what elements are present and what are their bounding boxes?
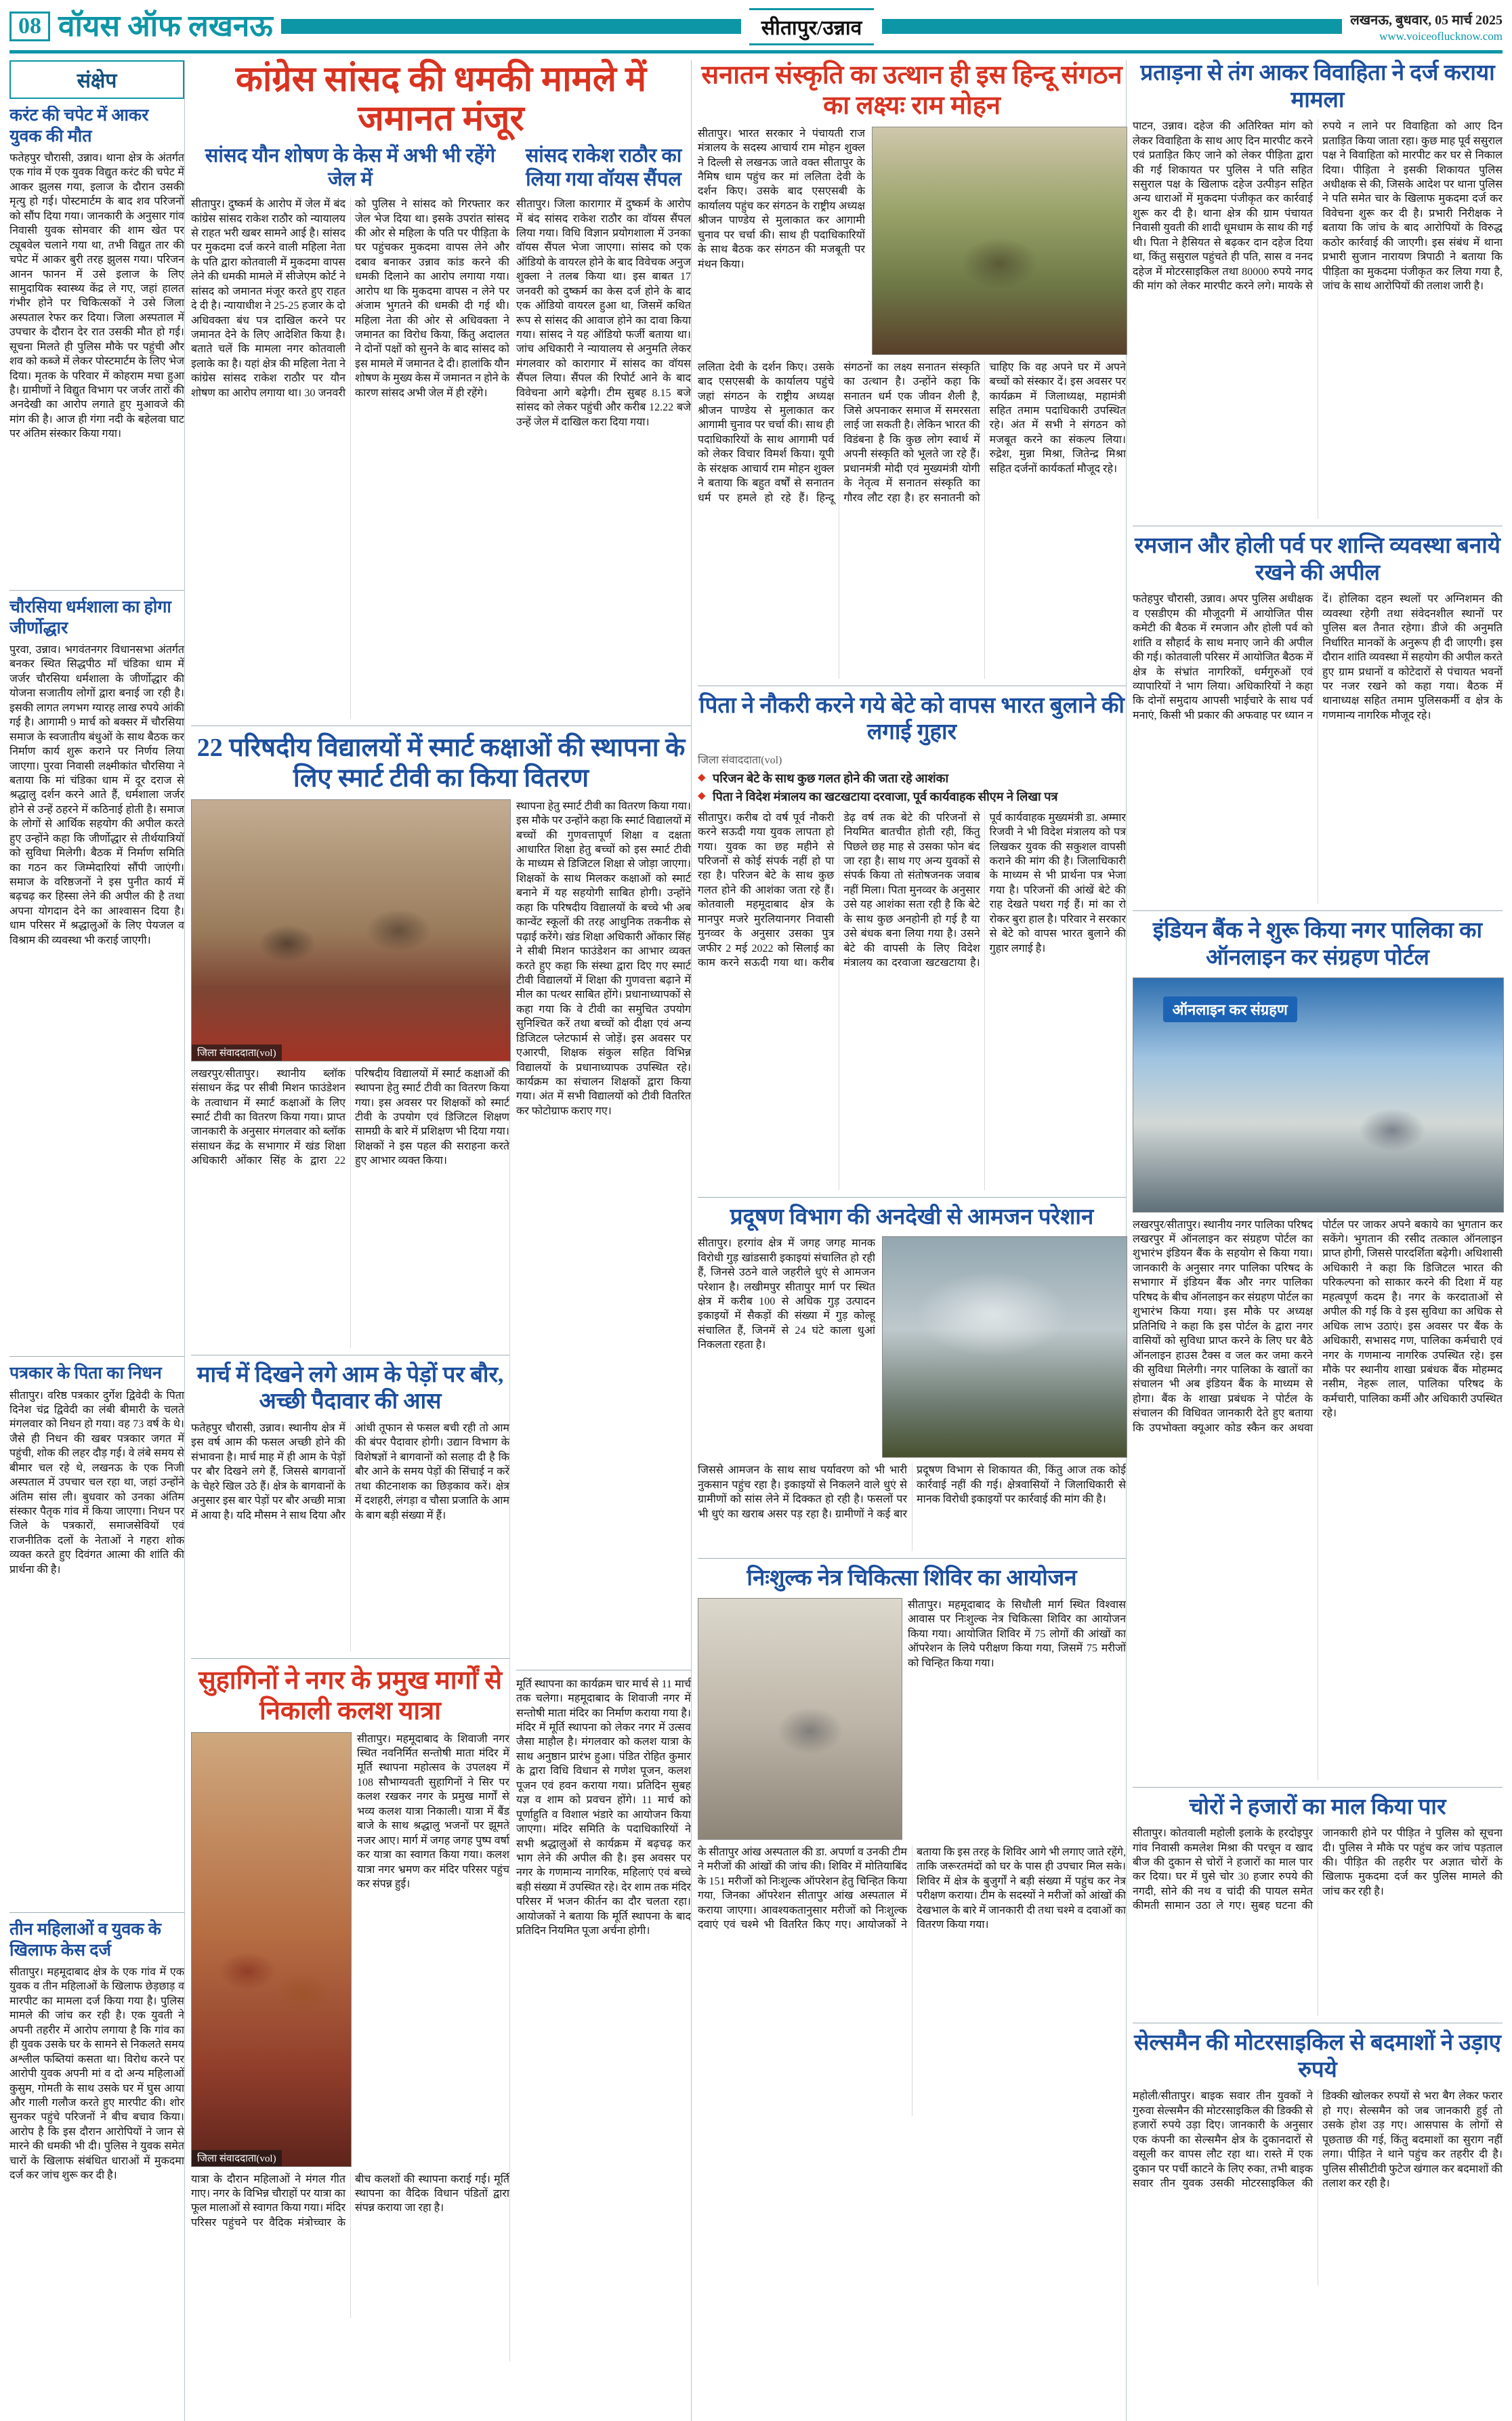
brief-headline: पत्रकार के पिता का निधन — [9, 1364, 162, 1383]
sanatan-photo — [872, 127, 1127, 355]
article-salesman — [1133, 2023, 1503, 2286]
article-headline: 22 परिषदीय विद्यालयों में स्मार्ट कक्षाओं की स्थापना के लिए स्मार्ट टीवी का किया वितरण — [196, 734, 686, 793]
article-body: सीतापुर। महमूदाबाद के सिधौली मार्ग स्थित विश्वास आवास पर निःशुल्क नेत्र चिकित्सा शिविर का आयोजन किया गया। आयोजित शिविर में 75 लोगों की आंखों का ऑपरेशन के लिये परीक्षण किया गया, जिसमें 75 मरीजों को चिन्हित किया गया। — [908, 1599, 1126, 1669]
photo-byline-overlay: जिला संवाददाता(vol) — [192, 2150, 282, 2166]
article-body: सीतापुर। करीब दो वर्ष पूर्व नौकरी करने सऊदी गया युवक लापता हो गया। युवक का छह महीने से परिजनों से कोई संपर्क नहीं हो पा रहा है। परिजन बेटे के साथ कुछ गलत होने की आशंका जता रहे हैं। कोतवाली महमूदाबाद क्षेत्र के मानपुर मजरे मुरलियानगर निवासी मुनव्वर के अनुसार उसका पुत्र जफीर 2 मई 2022 को सिलाई का काम करने सऊदी गया था। करीब डेढ़ वर्ष तक बेटे की परिजनों से नियमित बातचीत होती रही, किंतु पिछले छह माह से उसका फोन बंद जा रहा है। साथ गए अन्य युवकों से संपर्क किया तो संतोषजनक जवाब नहीं मिला। पिता मुनव्वर के अनुसार उसे यह आशंका सता रही है कि बेटे के साथ कुछ अनहोनी हो गई है या उसे बंधक बना लिया गया है। उसने बेटे की वापसी के लिए विदेश मंत्रालय का दरवाजा खटखटाया है। पूर्व कार्यवाहक मुख्यमंत्री डा. अम्मार रिजवी ने भी विदेश मंत्रालय को पत्र लिखकर युवक की सकुशल वापसी कराने की मांग की है। जिलाधिकारी के माध्यम से भी प्रार्थना पत्र भेजा गया है। परिजनों की आंखें बेटे की राह देखते पथरा गई हैं। मां का रो रोकर बुरा हाल है। परिवार ने सरकार से बेटे को वापस भारत बुलाने की गुहार लगाई है। — [698, 812, 1126, 969]
indianbank-photo — [1133, 977, 1504, 1213]
netra-photo — [698, 1598, 902, 1840]
article-byline: जिला संवाददाता(vol) — [698, 754, 782, 766]
article-headline: सेल्समैन की मोटरसाइकिल से बदमाशों ने उड़ाए रुपये — [1134, 2031, 1501, 2082]
article-body: फतेहपुर चौरासी, उन्नाव। अपर पुलिस अधीक्षक व एसडीएम की मौजूदगी में आयोजित पीस कमेटी की बैठक में रमजान और होली पर्व को शांति व सौहार्द के साथ मनाए जाने की अपील की गई। कोतवाली परिसर में आयोजित बैठक में क्षेत्र के संभ्रांत नागरिकों, धर्मगुरुओं एवं व्यापारियों ने भाग लिया। अधिकारियों ने कहा कि दोनों समुदाय आपसी भाईचारे के साथ पर्व मनाएं, किसी भी प्रकार की अफवाह पर ध्यान न दें। होलिका दहन स्थलों पर अग्निशमन की व्यवस्था रहेगी तथा संवेदनशील स्थानों पर पुलिस बल तैनात रहेगा। डीजे की अनुमति निर्धारित मानकों के अनुरूप ही दी जाएगी। इस दौरान शांति व्यवस्था में सहयोग की अपील करते हुए ग्राम प्रधानों व कोटेदारों से पंचायत भवनों पर नजर रखने को कहा गया। बैठक में थानाध्यक्ष सहित तमाम पुलिसकर्मी व क्षेत्र के गणमान्य नागरिक मौजूद रहे। — [1133, 593, 1503, 721]
article-headline: चोरों ने हजारों का माल किया पार — [1189, 1794, 1446, 1819]
article-body: सीतापुर। जिला कारागार में दुष्कर्म के आरोप में बंद सांसद राकेश राठौर का वॉयस सैंपल लिया गया। विधि विज्ञान प्रयोगशाला में उनका वॉयस सैंपल भेजा जाएगा। सांसद को एक ऑडियो के वायरल होने के बाद विवेचक अनुज शुक्ला ने तलब किया था। इस बाबत 17 जनवरी को दुष्कर्म का केस दर्ज होने के बाद एक ऑडियो वायरल हुआ था, जिसमें कथित रूप से सांसद की आवाज होने का दावा किया गया। सांसद ने यह ऑडियो फर्जी बताया था। जांच अधिकारी ने न्यायालय से अनुमति लेकर मंगलवार को कारागार में सांसद का वॉयस सैंपल लिया। सैंपल की रिपोर्ट आने के बाद विवेचना आगे बढ़ेगी। टीम सुबह 8.15 बजे सांसद को लेकर पहुंची और करीब 12.22 बजे उन्हें जेल में दाखिल करा दिया गया। — [516, 198, 691, 428]
smarttv-photo — [191, 799, 511, 1061]
congress-right-section — [516, 144, 691, 719]
brief-item — [9, 590, 184, 1349]
page-content — [9, 60, 1503, 2421]
article-intro: सीतापुर। भारत सरकार ने पंचायती राज मंत्रालय के सदस्य आचार्य राम मोहन शुक्ल ने दिल्ली से लखनऊ जाते वक्त सीतापुर के नैमिष धाम पहुंच कर मां ललिता देवी के दर्शन किए। उसके बाद एसएसबी के कार्यालय पहुंच कर संगठन के राष्ट्रीय अध्यक्ष श्रीजन पाण्डेय से मुलाकात कर आगामी चुनाव पर चर्चा की। साथ ही पदाधिकारियों के साथ बैठक कर संगठन की मजबूती पर मंथन किया। — [698, 127, 865, 270]
brief-item — [9, 106, 184, 583]
article-body: सीतापुर। हरगांव क्षेत्र में जगह जगह मानक विरोधी गुड़ खांडसारी इकाइयां संचालित हो रही हैं, जिनसे उठने वाले जहरीले धुएं से आमजन परेशान है। लखीमपुर सीतापुर मार्ग पर स्थित क्षेत्र में करीब 100 से अधिक गुड़ उत्पादन इकाइयों में सैकड़ों की संख्या में गुड़ कोल्हू संचालित हैं, जिनमें से 24 घंटे काला धुआं निकलता रहता है। — [698, 1238, 875, 1351]
article-pratadna — [1133, 60, 1503, 519]
photo-byline-overlay: जिला संवाददाता(vol) — [192, 1045, 282, 1061]
article-body: पाटन, उन्नाव। दहेज की अतिरिक्त मांग को लेकर विवाहिता के साथ आए दिन मारपीट करने एवं प्रताड़ित किए जाने को लेकर पीड़िता द्वारा की गई शिकायत पर पुलिस ने पति सहित ससुराल पक्ष के खिलाफ दहेज उत्पीड़न सहित अन्य धाराओं में मुकदमा पंजीकृत कर कार्रवाई शुरू कर दी है। थाना क्षेत्र की ग्राम पंचायत निवासी युवती की शादी धूमधाम के साथ की गई थी। पिता ने हैसियत से बढ़कर दान दहेज दिया था, किंतु ससुराल पहुंचते ही पति, सास व ननद दहेज में मोटरसाइकिल तथा 80000 रुपये नगद की मांग को लेकर मारपीट करने लगे। मायके से रुपये न लाने पर विवाहिता को आए दिन प्रताड़ित किया जाता रहा। कुछ माह पूर्व ससुराल पक्ष ने विवाहिता को मारपीट कर घर से निकाल दिया। पीड़िता ने इसकी शिकायत पुलिस अधीक्षक से की, जिसके आदेश पर थाना पुलिस ने पति समेत चार के खिलाफ मुकदमा दर्ज कर विवेचना शुरू कर दी है। प्रभारी निरीक्षक ने बताया कि जांच के बाद आरोपियों के विरुद्ध कठोर कार्रवाई की जाएगी। इस संबंध में थाना प्रभारी सुजान नारायण त्रिपाठी ने बताया कि पीड़िता का मुकदमा पंजीकृत कर लिया गया है, जांच के साथ आरोपियों की तलाश जारी है। — [1133, 121, 1503, 292]
article-mango — [191, 1355, 509, 1651]
article-headline: मार्च में दिखने लगे आम के पेड़ों पर बौर, अच्छी पैदावार की आस — [196, 1362, 504, 1414]
center-right-column — [691, 60, 1126, 2421]
brief-headline: चौरसिया धर्मशाला का होगा जीर्णोद्धार — [9, 598, 171, 637]
article-netra — [698, 1558, 1126, 2116]
article-headline: कांग्रेस सांसद की धमकी मामले में जमानत मंजूर — [235, 60, 647, 139]
brief-body: सीतापुर। वरिष्ठ पत्रकार दुर्गेश द्विवेदी के पिता दिनेश चंद्र द्विवेदी का लंबी बीमारी के चलते मंगलवार को निधन हो गया। वह 73 वर्ष के थे। जैसे ही निधन की खबर पत्रकार जगत में पहुंची, शोक की लहर दौड़ गई। वे लंबे समय से बीमार चल रहे थे, लखनऊ के एक निजी अस्पताल में उपचार चल रहा था, जहां उन्होंने अंतिम सांस ली। बुधवार को उनका अंतिम संस्कार पैतृक गांव में किया जाएगा। निधन पर जिले के पत्रकारों, समाजसेवियों एवं राजनीतिक दलों के नेताओं ने गहरा शोक व्यक्त करते हुए दिवंगत आत्मा की शांति की प्रार्थना की है। — [9, 1389, 184, 1576]
band-b-left-subcolumn — [191, 799, 509, 2361]
right-column — [1126, 60, 1503, 2421]
brief-body: सीतापुर। महमूदाबाद क्षेत्र के एक गांव में एक युवक व तीन महिलाओं के खिलाफ छेड़छाड़ व मारपीट का मामला दर्ज किया गया है। पुलिस मामले की जांच कर रही है। एक युवती ने अपनी तहरीर में आरोप लगाया है कि गांव का ही युवक उसके घर के सामने से निकलते समय अश्लील फब्तियां कसता था। विरोध करने पर आरोपी युवक अपनी मां व दो अन्य महिलाओं कुसुम, गोमती के साथ उसके घर में घुस आया और गाली गलौज करते हुए मारपीट की। शोर सुनकर पहुंचे परिजनों ने बीच बचाव किया। आरोप है कि इस दौरान आरोपियों ने जान से मारने की धमकी भी दी। पुलिस ने युवक समेत चारों के खिलाफ संबंधित धाराओं में मुकदमा दर्ज कर जांच शुरू कर दी है। — [9, 1966, 184, 2182]
brief-item — [9, 1356, 184, 1906]
band-b-right-subcolumn — [509, 799, 691, 2361]
masthead: वॉयस ऑफ लखनऊ — [58, 9, 273, 43]
briefs-title: संक्षेप — [9, 60, 184, 99]
brief-headline: करंट की चपेट में आकर युवक की मौत — [9, 106, 149, 146]
article-headline: प्रताड़ना से तंग आकर विवाहिता ने दर्ज कराया मामला — [1140, 61, 1495, 112]
article-body: मूर्ति स्थापना का कार्यक्रम चार मार्च से 11 मार्च तक चलेगा। महमूदाबाद के शिवाजी नगर में सन्तोषी माता मंदिर का निर्माण कराया गया है। मंदिर में मूर्ति स्थापना को लेकर नगर में उत्सव जैसा माहौल है। मंगलवार को कलश यात्रा के साथ अनुष्ठान प्रारंभ हुआ। पंडित रोहित कुमार के द्वारा विधि विधान से गणेश पूजन, कलश पूजन एवं हवन कराया गया। प्रतिदिन सुबह यज्ञ व शाम को प्रवचन होंगे। 11 मार्च को पूर्णाहुति व विशाल भंडारे का आयोजन किया जाएगा। मंदिर समिति के पदाधिकारियों ने सभी श्रद्धालुओं से कार्यक्रम में बढ़चढ़ कर भाग लेने की अपील की है। इस अवसर पर नगर के गणमान्य नागरिक, महिलाएं एवं बच्चे बड़ी संख्या में उपस्थित रहे। देर शाम तक मंदिर परिसर में भजन कीर्तन का दौर चलता रहा। आयोजकों ने बताया कि मूर्ति स्थापना के बाद प्रतिदिन नियमित पूजा अर्चना होगी। — [516, 1670, 691, 2361]
article-body: जिससे आमजन के साथ साथ पर्यावरण को भी भारी नुकसान पहुंच रहा है। इकाइयों से निकलने वाले धुएं से ग्रामीणों को सांस लेने में दिक्कत हो रही है। फसलों पर भी धुएं का खराब असर पड़ रहा है। ग्रामीणों ने कई बार प्रदूषण विभाग से शिकायत की, किंतु आज तक कोई कार्रवाई नहीं की गई। क्षेत्रवासियों ने जिलाधिकारी से मानक विरोधी इकाइयों पर कार्रवाई की मांग की है। — [698, 1465, 1126, 1520]
article-suhagin — [191, 1658, 509, 2318]
article-body: सीतापुर। दुष्कर्म के आरोप में जेल में बंद कांग्रेस सांसद राकेश राठौर को न्यायालय से राहत भरी खबर सामने आई है। सांसद पर मुकदमा दर्ज करने वाली महिला नेता के पति द्वारा कोतवाली में मुकदमा वापस लेने की धमकी मामले में सीजेएम कोर्ट ने सांसद को जमानत मंजूर करते हुए राहत दे दी है। न्यायाधीश ने 25-25 हजार के दो अधिवक्ता बंध पत्र दाखिल करने पर जमानत देने के लिए आदेशित किया है। बताते चलें कि मामला नगर कोतवाली इलाके का है। यहां क्षेत्र की महिला नेता ने कांग्रेस सांसद राकेश राठौर पर यौन शोषण का आरोप लगाया था। 30 जनवरी को पुलिस ने सांसद को गिरफ्तार कर जेल भेज दिया था। इसके उपरांत सांसद की ओर से महिला के पति पर पीड़िता के घर पहुंचकर मुकदमा वापस लेने और दबाव बनाकर उन्नाव कांड करने की धमकी दिलाने का आरोप लगाया गया। आरोप था कि मुकदमा वापस न लेने पर अंजाम भुगतने की धमकी दी गई थी। महिला नेता की ओर से अधिवक्ता ने जमानत का विरोध किया, किंतु अदालत ने दोनों पक्षों को सुनने के बाद सांसद को इस मामले में जमानत दे दी। हालांकि यौन शोषण के मुख्य केस में जमानत न होने के कारण सांसद अभी जेल में ही रहेंगे। — [191, 198, 509, 399]
page-number: 08 — [9, 12, 50, 41]
briefs-column — [9, 60, 184, 2421]
article-pradushan — [698, 1197, 1126, 1552]
article-sanatan — [698, 60, 1126, 679]
header-right — [1350, 10, 1503, 43]
article-headline: पिता ने नौकरी करने गये बेटे को वापस भारत बुलाने की लगाई गुहार — [699, 693, 1125, 745]
article-headline: निःशुल्क नेत्र चिकित्सा शिविर का आयोजन — [747, 1566, 1077, 1591]
brief-headline: तीन महिलाओं व युवक के खिलाफ केस दर्ज — [9, 1920, 161, 1960]
article-body: लखरपुर/सीतापुर। स्थानीय ब्लॉक संसाधन केंद्र पर सीबी मिशन फाउंडेशन के तत्वाधान में स्मार्ट कक्षाओं के लिए स्मार्ट टीवी का वितरण किया गया। प्राप्त जानकारी के अनुसार मंगलवार को ब्लॉक संसाधन केंद्र के सभागार में खंड शिक्षा अधिकारी ओंकार सिंह के द्वारा 22 परिषदीय विद्यालयों में स्मार्ट कक्षाओं की स्थापना हेतु स्मार्ट टीवी का वितरण किया गया। इस अवसर पर शिक्षकों को स्मार्ट टीवी के उपयोग एवं डिजिटल शिक्षण सामग्री के बारे में प्रशिक्षण भी दिया गया। शिक्षकों ने इस पहल की सराहना करते हुए आभार व्यक्त किया। — [191, 1068, 509, 1167]
article-bullets — [698, 771, 1126, 805]
dateline: लखनऊ, बुधवार, 05 मार्च 2025 — [1350, 12, 1503, 28]
header-rule — [9, 50, 1503, 54]
bullet-point: ◆ पिता ने विदेश मंत्रालय का खटखटाया दरवाजा, पूर्व कार्यवाहक सीएम ने लिखा पत्र — [698, 789, 1126, 805]
article-headline: सुहागिनों ने नगर के प्रमुख मार्गों से निकाली कलश यात्रा — [198, 1666, 503, 1725]
article-body: लखरपुर/सीतापुर। स्थानीय नगर पालिका परिषद लखरपुर में ऑनलाइन कर संग्रहण पोर्टल का शुभारंभ इंडियन बैंक के सहयोग से किया गया। जानकारी के अनुसार नगर पालिका परिषद के सभागार में इंडियन बैंक और नगर पालिका परिषद के बीच ऑनलाइन कर संग्रहण पोर्टल का शुभारंभ किया गया। इस मौके पर अध्यक्ष प्रतिनिधि ने कहा कि इस पोर्टल के द्वारा नगर वासियों को सुविधा प्राप्त करने के लिए घर बैठे ऑनलाइन हाउस टैक्स व जल कर जमा करने की सुविधा मिलेगी। नगर पालिका के खातों का संचालन भी अब इंडियन बैंक के माध्यम से होगा। बैंक के शाखा प्रबंधक ने पोर्टल के संचालन की विधिवत जानकारी देते हुए बताया कि उपभोक्ता क्यूआर कोड स्कैन कर अथवा पोर्टल पर जाकर अपने बकाये का भुगतान कर सकेंगे। भुगतान की रसीद तत्काल ऑनलाइन प्राप्त होगी, जिससे पारदर्शिता बढ़ेगी। अधिशासी अधिकारी ने कहा कि डिजिटल भारत की परिकल्पना को साकार करने की दिशा में यह महत्वपूर्ण कदम है। नगर के करदाताओं से अपील की गई कि वे इस सुविधा का अधिक से अधिक लाभ उठाएं। इस अवसर पर बैंक के अधिकारी, सभासद गण, पालिका कर्मचारी एवं नगर के गणमान्य नागरिक उपस्थित रहे। इस मौके पर स्थानीय शाखा प्रबंधक बैंक मोहम्मद नसीम, नेहरू लाल, पालिका परिषद के कर्मचारी, पालिका कर्मी और अधिकारी उपस्थित रहे। — [1133, 1219, 1503, 1434]
article-choron — [1133, 1787, 1503, 2017]
bullet-point: ◆ परिजन बेटे के साथ कुछ गलत होने की जता रहे आशंका — [698, 771, 1126, 786]
article-subhead: सांसद राकेश राठौर का लिया गया वॉयस सैंपल — [525, 145, 682, 191]
article-body: सीतापुर। महमूदाबाद के शिवाजी नगर स्थित नवनिर्मित सन्तोषी माता मंदिर में मूर्ति स्थापना महोत्सव के उपलक्ष्य में 108 सौभाग्यवती सुहागिनों ने सिर पर कलश रखकर नगर के प्रमुख मार्गों से भव्य कलश यात्रा निकाली। यात्रा में बैंड बाजे के साथ श्रद्धालु भजनों पर झूमते नजर आए। मार्ग में जगह जगह पुष्प वर्षा कर यात्रा का स्वागत किया गया। कलश यात्रा नगर भ्रमण कर मंदिर परिसर पहुंच कर संपन्न हुई। — [357, 1733, 509, 1890]
pradushan-photo — [882, 1236, 1127, 1458]
website-url: www.voiceoflucknow.com — [1379, 29, 1503, 43]
congress-left-section — [191, 144, 509, 719]
article-body: महोली/सीतापुर। बाइक सवार तीन युवकों ने गुरुवा सेल्समैन की मोटरसाइकिल की डिक्की से हजारों रुपये उड़ा दिए। जानकारी के अनुसार एक कंपनी का सेल्समैन क्षेत्र के दुकानदारों से वसूली कर वापस लौट रहा था। रास्ते में एक दुकान पर पर्ची काटने के लिए रुका, तभी बाइक सवार तीन युवक उसकी मोटरसाइकिल की डिक्की खोलकर रुपयों से भरा बैग लेकर फरार हो गए। सेल्समैन को जब जानकारी हुई तो उसके होश उड़ गए। आसपास के लोगों से पूछताछ की गई, किंतु बदमाशों का सुराग नहीं लगा। पीड़ित ने थाने पहुंच कर तहरीर दी है। पुलिस सीसीटीवी फुटेज खंगाल कर बदमाशों की तलाश कर रही है। — [1133, 2090, 1503, 2189]
page-header — [9, 5, 1503, 47]
suhagin-photo — [191, 1732, 352, 2167]
article-subhead: सांसद यौन शोषण के केस में अभी भी रहेंगे जेल में — [205, 145, 496, 191]
article-smarttv — [191, 725, 691, 794]
photo-banner-text: ऑनलाइन कर संग्रहण — [1163, 996, 1297, 1022]
article-indianbank — [1133, 910, 1503, 1780]
article-congress — [191, 60, 691, 719]
article-pita — [698, 686, 1126, 1190]
header-bar-left — [281, 19, 741, 34]
article-body: ललिता देवी के दर्शन किए। उसके बाद एसएसबी के कार्यालय पहुंचे जहां संगठन के राष्ट्रीय अध्यक्ष श्रीजन पाण्डेय से मुलाकात कर आगामी चुनाव पर चर्चा की। साथ ही पदाधिकारियों के साथ आगामी पर्व को लेकर विचार विमर्श किया। यूपी के संरक्षक आचार्य राम मोहन शुक्ल ने बताया कि बहुत वर्षों से सनातन धर्म पर हमले हो रहे हैं। हिन्दू संगठनों का लक्ष्य सनातन संस्कृति का उत्थान है। उन्होंने कहा कि सनातन धर्म एक जीवन शैली है, जिसे अपनाकर समाज में समरसता लाई जा सकती है। लेकिन भारत की विडंबना है कि कुछ लोग स्वार्थ में अपनी संस्कृति को भूलते जा रहे हैं। प्रधानमंत्री मोदी एवं मुख्यमंत्री योगी के नेतृत्व में सनातन संस्कृति का गौरव लौट रहा है। हर सनातनी को चाहिए कि वह अपने घर में अपने बच्चों को संस्कार दें। इस अवसर पर कार्यक्रम में जिलाध्यक्ष, महामंत्री सहित तमाम पदाधिकारी उपस्थित रहे। अंत में सभी ने संगठन को मजबूत करने का संकल्प लिया। रुद्रेश, मुन्ना मिश्रा, जितेन्द्र मिश्रा सहित दर्जनों कार्यकर्ता मौजूद रहे। — [698, 361, 1126, 504]
article-headline: सनातन संस्कृति का उत्थान ही इस हिन्दू संगठन का लक्ष्यः राम मोहन — [701, 61, 1122, 120]
article-headline: रमजान और होली पर्व पर शान्ति व्यवस्था बनाये रखने की अपील — [1135, 534, 1500, 585]
section-label: सीतापुर/उन्नाव — [749, 8, 875, 45]
brief-item — [9, 1912, 184, 2421]
article-body: स्थापना हेतु स्मार्ट टीवी का वितरण किया गया। इस मौके पर उन्होंने कहा कि स्मार्ट विद्यालयों में बच्चों की गुणवत्तापूर्ण शिक्षा व दक्षता आधारित शिक्षा हेतु बच्चों को इस स्मार्ट टीवी के माध्यम से डिजिटल शिक्षा से जोड़ा जाएगा। शिक्षकों के साथ मिलकर कक्षाओं को स्मार्ट बनाने में यह सहयोगी साबित होगी। उन्होंने कहा कि परिषदीय विद्यालयों के बच्चे भी अब कान्वेंट स्कूलों की तरह आधुनिक तकनीक से पढ़ाई करेंगे। खंड शिक्षा अधिकारी ओंकार सिंह ने सीबी मिशन फाउंडेशन का आभार व्यक्त करते हुए कहा कि संस्था द्वारा दिए गए स्मार्ट टीवी विद्यालयों में शिक्षा की गुणवत्ता बढ़ाने में मील का पत्थर साबित होंगे। प्रधानाध्यापकों से कहा गया कि वे टीवी का समुचित उपयोग सुनिश्चित करें तथा बच्चों को दीक्षा एवं अन्य डिजिटल प्लेटफार्म से जोड़ें। इस अवसर पर एआरपी, शिक्षक संकुल सहित विभिन्न विद्यालयों के प्रधानाध्यापक उपस्थित रहे। कार्यक्रम का संचालन शिक्षकों द्वारा किया गया। अंत में सभी विद्यालयों को टीवी वितरित कर फोटोग्राफ कराए गए। — [516, 800, 691, 1117]
article-body: यात्रा के दौरान महिलाओं ने मंगल गीत गाए। नगर के विभिन्न चौराहों पर यात्रा का फूल मालाओं से स्वागत किया गया। मंदिर परिसर पहुंचने पर वैदिक मंत्रोच्चार के बीच कलशों की स्थापना कराई गई। मूर्ति स्थापना का वैदिक विधान पंडितों द्वारा संपन्न कराया जा रहा है। — [191, 2173, 509, 2229]
brief-body: पुरवा, उन्नाव। भगवंतनगर विधानसभा अंतर्गत बनकर स्थित सिद्धपीठ माँ चंडिका धाम में जर्जर चौरसिया धर्मशाला के जीर्णोद्धार की योजना सजातीय लोगों द्वारा बनाई जा रही है। इसकी लागत लगभग ग्यारह लाख रुपये आंकी गई है। आगामी 9 मार्च को बक्सर में चौरसिया समाज के स्वजातीय बंधुओं के साथ बैठक कर निर्माण कार्य शुरू कराने पर निर्णय लिया जाएगा। पुरवा निवासी लक्ष्मीकांत चौरसिया ने बताया कि मां चंडिका धाम में दूर दराज से श्रद्धालु दर्शन करने आते हैं, धर्मशाला जर्जर होने से उन्हें ठहरने में कठिनाई होती है। समाज के लोगों से आर्थिक सहयोग की अपील करते हुए उन्होंने कहा कि जीर्णोद्धार से तीर्थयात्रियों को सुविधा मिलेगी। बैठक में निर्माण समिति का गठन कर जिम्मेदारियां सौंपी जाएंगी। समाज के वरिष्ठजनों ने इस पुनीत कार्य में बढ़चढ़ कर हिस्सा लेने की अपील की है तथा अपना योगदान देने का आश्वासन दिया है। धाम परिसर में श्रद्धालुओं के लिए पेयजल व विश्राम की व्यवस्था भी कराई जाएगी। — [9, 644, 184, 946]
article-body: सीतापुर। कोतवाली महोली इलाके के हरदोइपुर गांव निवासी कमलेश मिश्रा की परचून व खाद बीज की दुकान से चोरों ने हजारों का माल पार कर दिया। घर में घुसे चोर 30 हजार रुपये की नगदी, सोने की नथ व चांदी की पायल समेत कीमती सामान उठा ले गए। सुबह घटना की जानकारी होने पर पीड़ित ने पुलिस को सूचना दी। पुलिस ने मौके पर पहुंच कर जांच पड़ताल की। पीड़ित की तहरीर पर अज्ञात चोरों के खिलाफ मुकदमा दर्ज कर पुलिस मामले की जांच कर रही है। — [1133, 1828, 1503, 1912]
article-body: फतेहपुर चौरासी, उन्नाव। स्थानीय क्षेत्र में इस वर्ष आम की फसल अच्छी होने की संभावना है। मार्च माह में ही आम के पेड़ों पर बौर दिखने लगे हैं, जिससे बागवानों के चेहरे खिल उठे हैं। क्षेत्र के बागवानों के अनुसार इस बार पेड़ों पर बौर अच्छी मात्रा में आया है। यदि मौसम ने साथ दिया और आंधी तूफान से फसल बची रही तो आम की बंपर पैदावार होगी। उद्यान विभाग के विशेषज्ञों ने बागवानों को सलाह दी है कि बौर आने के समय पेड़ों की सिंचाई न करें तथा कीटनाशक का छिड़काव करें। क्षेत्र में दशहरी, लंगड़ा व चौसा प्रजाति के आम के बाग बड़ी संख्या में हैं। — [191, 1422, 509, 1521]
header-bar-right — [882, 19, 1342, 34]
article-headline: प्रदूषण विभाग की अनदेखी से आमजन परेशान — [730, 1204, 1094, 1229]
article-headline: इंडियन बैंक ने शुरू किया नगर पालिका का ऑनलाइन कर संग्रहण पोर्टल — [1152, 919, 1483, 970]
article-ramzan — [1133, 526, 1503, 904]
main-column — [184, 60, 691, 2421]
article-body: के सीतापुर आंख अस्पताल की डा. अपर्णा व उनकी टीम ने मरीजों की आंखों की जांच की। शिविर में मोतियाबिंद के 151 मरीजों को निःशुल्क ऑपरेशन हेतु चिन्हित किया गया, जिनका ऑपरेशन सीतापुर आंख अस्पताल में कराया जाएगा। आवश्यकतानुसार मरीजों को निःशुल्क दवाएं एवं चश्मे भी वितरित किए गए। आयोजकों ने बताया कि इस तरह के शिविर आगे भी लगाए जाते रहेंगे, ताकि जरूरतमंदों को घर के पास ही उपचार मिल सके। शिविर में क्षेत्र के बुजुर्गों ने बड़ी संख्या में पहुंच कर नेत्र परीक्षण कराया। टीम के सदस्यों ने मरीजों को आंखों की देखभाल के बारे में जानकारी दी तथा चश्मे व दवाओं का वितरण किया गया। — [698, 1846, 1126, 1931]
brief-body: फतेहपुर चौरासी, उन्नाव। थाना क्षेत्र के अंतर्गत एक गांव में एक युवक विद्युत करंट की चपेट में आकर झुलस गया, इलाज के दौरान उसकी मृत्यु हो गई। पोस्टमार्टम के बाद शव परिजनों को सौंप दिया गया। जानकारी के अनुसार गांव निवासी युवक सोमवार की शाम खेत पर ट्यूबवेल चलाने गया था, तभी विद्युत तार की चपेट में आकर बुरी तरह झुलस गया। परिजन आनन फानन में उसे इलाज के लिए सामुदायिक स्वास्थ्य केंद्र ले गए, जहां हालत गंभीर होने पर चिकित्सकों ने उसे जिला अस्पताल रेफर कर दिया। जिला अस्पताल में उपचार के दौरान देर रात उसकी मौत हो गई। सूचना मिलते ही पुलिस मौके पर पहुंची और शव को कब्जे में लेकर पोस्टमार्टम के लिए भेज दिया। मृतक के परिवार में कोहराम मचा हुआ है। ग्रामीणों ने विद्युत विभाग पर जर्जर तारों की अनदेखी का आरोप लगाते हुए मुआवजे की मांग की है। आज ही गंगा नदी के बहेलवा घाट पर अंतिम संस्कार किया गया। — [9, 152, 184, 440]
